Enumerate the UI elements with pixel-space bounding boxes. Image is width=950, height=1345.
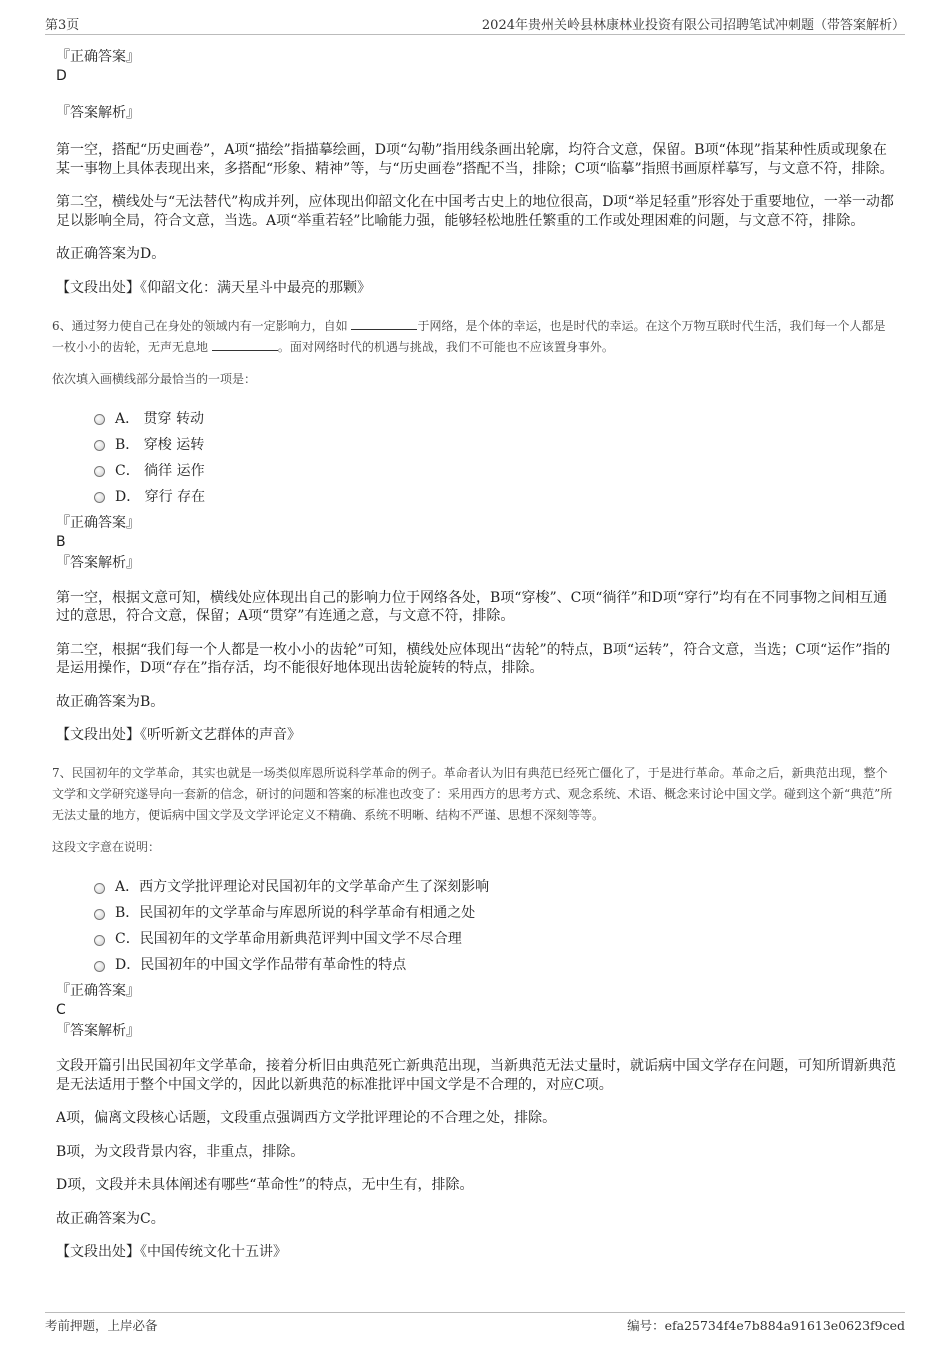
analysis-paragraph: 第一空，根据文意可知，横线处应体现出自己的影响力位于网络各处，B项“穿梭”、C项“徜徉”和D项“穿行”均有在不同事物之间相互通过的意思，符合文意，保留；A项“贯穿”有连通之意，与文意不符，排除。 [56, 589, 888, 624]
analysis-label: 『答案解析』 [56, 1023, 140, 1039]
correct-answer-value: D [56, 68, 67, 84]
radio-button[interactable] [94, 935, 105, 946]
question-stem: 7、民国初年的文学革命，其实也就是一场类似库恩所说科学革命的例子。革命者认为旧有典范已经死亡僵化了，于是进行革命。革命之后，新典范出现，整个文学和文学研究遂导向一套新的信念，研讨的问题和答案的标准也改变了：采用西方的思考方式、观念系统、术语、概念来讨论中国文学。碰到这个新“典范”所无法丈量的地方，便诟病中国文学及文学评论定义不精确、系统不明晰、结构不严谨、思想不深刻等等。 [52, 766, 893, 822]
text-source: 【文段出处】《仰韶文化：满天星斗中最亮的那颗》 [56, 279, 371, 296]
analysis-label: 『答案解析』 [56, 554, 140, 571]
question-prompt: 依次填入画横线部分最恰当的一项是： [52, 371, 257, 386]
option-list [94, 874, 896, 978]
correct-answer-value: C [56, 1002, 66, 1018]
document-id: 编号：efa25734f4e7b884a91613e0623f9ced [627, 1318, 905, 1333]
option-c[interactable]: C． 徜徉 运作 [94, 458, 896, 484]
analysis-paragraph: B项，为文段背景内容，非重点，排除。 [56, 1143, 305, 1160]
text-source: 【文段出处】《中国传统文化十五讲》 [56, 1244, 287, 1260]
option-a[interactable]: A． 贯穿 转动 [94, 406, 896, 432]
radio-button[interactable] [94, 466, 105, 477]
correct-answer-label: 『正确答案』 [56, 983, 140, 999]
radio-button[interactable] [94, 883, 105, 894]
page-content [52, 48, 896, 1280]
analysis-paragraph: 第二空，横线处与“无法替代”构成并列，应体现出仰韶文化在中国考古史上的地位很高，D项“举足轻重”形容处于重要地位，一举一动都足以影响全局，符合文意，当选。A项“举重若轻”比喻能力强，能够轻松地胜任繁重的工作或处理困难的问题，与文意不符，排除。 [56, 194, 894, 229]
option-d[interactable]: D． 穿行 存在 [94, 484, 896, 510]
radio-button[interactable] [94, 961, 105, 972]
option-b[interactable]: B． 穿梭 运转 [94, 432, 896, 458]
correct-answer-value: B [56, 533, 66, 550]
radio-button[interactable] [94, 414, 105, 425]
analysis-paragraph: A项，偏离文段核心话题，文段重点强调西方文学批评理论的不合理之处，排除。 [56, 1110, 557, 1126]
radio-button[interactable] [94, 492, 105, 503]
analysis-paragraph: 故正确答案为C。 [56, 1210, 165, 1227]
analysis-paragraph: 故正确答案为B。 [56, 693, 165, 710]
footer-slogan: 考前押题，上岸必备 [45, 1318, 158, 1333]
correct-answer-label: 『正确答案』 [56, 514, 140, 531]
radio-button[interactable] [94, 440, 105, 451]
radio-button[interactable] [94, 909, 105, 920]
question-stem: 6、通过努力使自己在身处的领域内有一定影响力，自如 于网络，是个体的幸运，也是时代的幸运。在这个万物互联时代生活，我们每一个人都是一枚小小的齿轮，无声无息地 。面对网络时代的机遇与挑战，我们不可能也不应该置身事外。 [52, 318, 886, 354]
analysis-paragraph: 故正确答案为D。 [56, 246, 166, 262]
document-title: 2024年贵州关岭县林康林业投资有限公司招聘笔试冲刺题（带答案解析） [481, 18, 905, 33]
question-prompt: 这段文字意在说明： [52, 840, 161, 854]
option-a[interactable]: A．西方文学批评理论对民国初年的文学革命产生了深刻影响 [94, 874, 896, 900]
analysis-paragraph: 第一空，搭配“历史画卷”，A项“描绘”指描摹绘画，D项“勾勒”指用线条画出轮廓，均符合文意，保留。B项“体现”指某种性质或现象在某一事物上具体表现出来，多搭配“形象、精神”等，与“历史画卷”搭配不当，排除；C项“临摹”指照书画原样摹写，与文意不符，排除。 [56, 142, 894, 177]
option-b[interactable]: B．民国初年的文学革命与库恩所说的科学革命有相通之处 [94, 900, 896, 926]
page-footer [45, 1312, 905, 1336]
page-header [45, 14, 905, 35]
page-number: 第3页 [45, 18, 80, 33]
fill-blank [351, 317, 417, 330]
fill-blank [212, 338, 278, 351]
analysis-label: 『答案解析』 [56, 105, 140, 121]
analysis-paragraph: 第二空，根据“我们每一个人都是一枚小小的齿轮”可知，横线处应体现出“齿轮”的特点，B项“运转”，符合文意，当选；C项“运作”指的是运用操作，D项“存在”指存活，均不能很好地体现出齿轮旋转的特点，排除。 [56, 641, 891, 676]
option-c[interactable]: C．民国初年的文学革命用新典范评判中国文学不尽合理 [94, 926, 896, 952]
analysis-paragraph: D项，文段并未具体阐述有哪些“革命性”的特点，无中生有，排除。 [56, 1177, 474, 1193]
correct-answer-label: 『正确答案』 [56, 49, 140, 65]
text-source: 【文段出处】《听听新文艺群体的声音》 [56, 727, 301, 743]
analysis-paragraph: 文段开篇引出民国初年文学革命，接着分析旧由典范死亡新典范出现，当新典范无法丈量时，就诟病中国文学存在问题，可知所谓新典范是无法适用于整个中国文学的，因此以新典范的标准批评中国文学是不合理的，对应C项。 [56, 1058, 896, 1093]
option-list [94, 406, 896, 510]
option-d[interactable]: D．民国初年的中国文学作品带有革命性的特点 [94, 952, 896, 978]
